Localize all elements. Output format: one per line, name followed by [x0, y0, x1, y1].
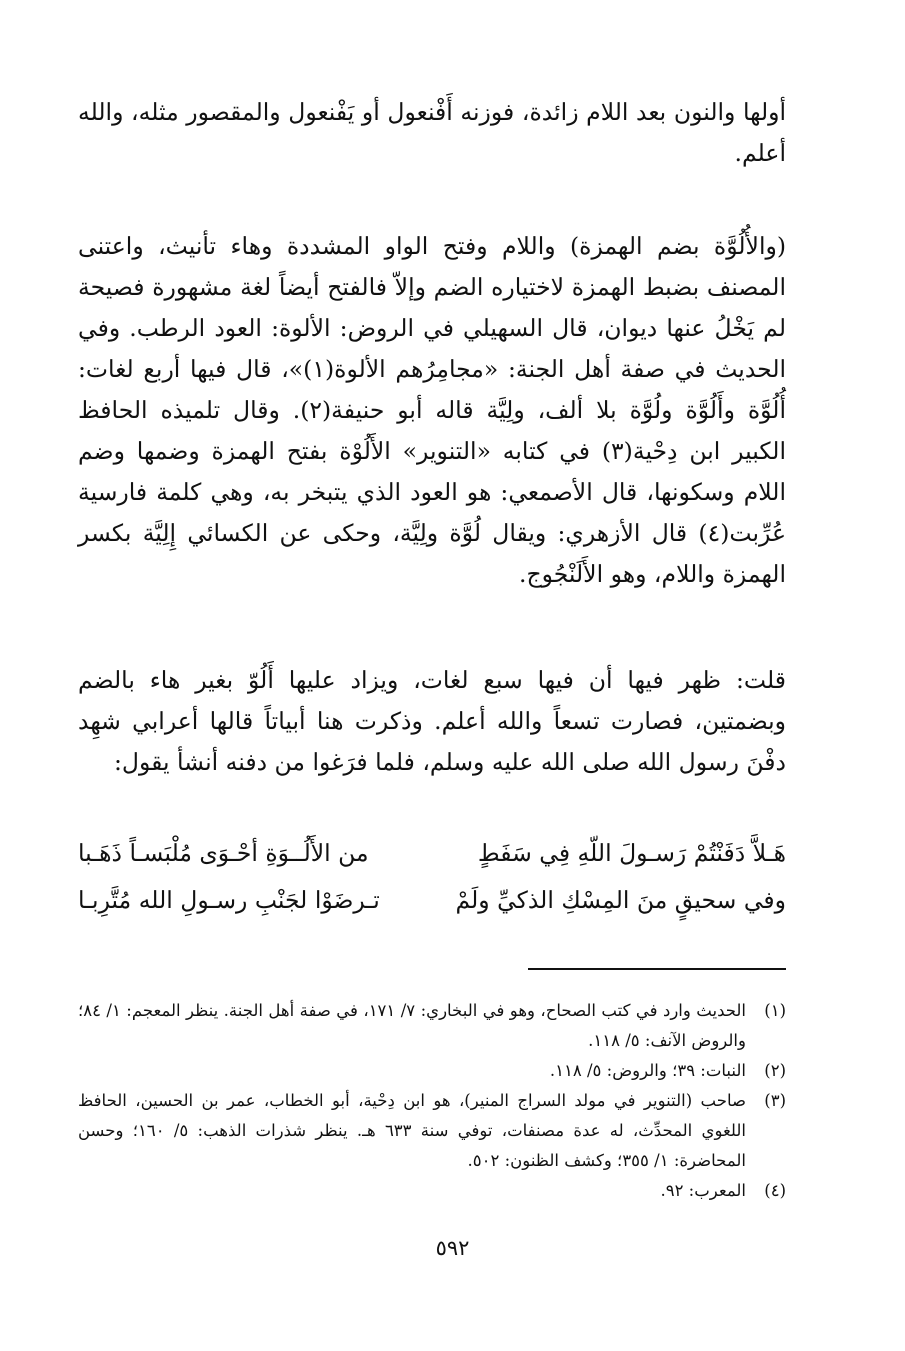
footnote-item — [78, 1086, 786, 1176]
footnote-number: (١) — [764, 1001, 786, 1020]
paragraph-text: أولها والنون بعد اللام زائدة، فوزنه أَفْنعول أو يَفْنعول والمقصور مثله، والله أعلم. — [78, 98, 786, 167]
verse-first-hemistich: هَـلاَّ دَفَنْتُمْ رَسـولَ اللّهِ فِي سَفَطٍ — [477, 839, 786, 867]
footnote-item — [78, 996, 786, 1056]
footnote-item — [78, 1176, 786, 1206]
footnote-separator — [528, 968, 786, 970]
verse-second-hemistich: تـرضَوْا لجَنْبِ رسـولِ الله مُتَّرِبـا — [78, 886, 380, 914]
footnote-text: صاحب (التنوير في مولد السراج المنير)، هو ابن دِحْية، أبو الخطاب، عمر بن الحسين، الحافظ اللغوي المحدِّث، له عدة مصنفات، توفي سنة ٦٣٣ هـ. ينظر شذرات الذهب: ٥/ ١٦٠؛ وحسن المحاضرة: ١/ ٣٥٥؛ وكشف الظنون: ٥٠٢. — [78, 1091, 747, 1170]
paragraph-1 — [78, 92, 786, 174]
footnote-number: (٢) — [764, 1061, 786, 1080]
paragraph-3 — [78, 660, 786, 783]
paragraph-2 — [78, 226, 786, 595]
verse-second-hemistich: من الأَلُــوَةِ أحْـوَى مُلْبَسـاً ذَهَـبا — [78, 839, 369, 867]
footnote-text: الحديث وارد في كتب الصحاح، وهو في البخاري: ٧/ ١٧١، في صفة أهل الجنة. ينظر المعجم: ١/ ٨٤؛ والروض الآنف: ٥/ ١١٨. — [78, 1001, 746, 1050]
verse-line — [78, 830, 786, 877]
paragraph-text: (والأُلُوَّة بضم الهمزة) واللام وفتح الواو المشددة وهاء تأنيث، واعتنى المصنف بضبط الهمزة لاختياره الضم وإلاّ فالفتح أيضاً لغة مشهورة فصيحة لم يَخْلُ عنها ديوان، قال السهيلي في الروض: الألوة: العود الرطب. وفي الحديث في صفة أهل الجنة: «مجامِرُهم الألوة(١)»، قال فيها أربع لغات: أُلُوَّة وأَلُوَّة ولُوَّة بلا ألف، ولِيَّة قاله أبو حنيفة(٢). وقال تلميذه الحافظ الكبير ابن دِحْية(٣) في كتابه «التنوير» الأَلُوْة بفتح الهمزة وضمها وضم اللام وسكونها، قال الأصمعي: هو العود الذي يتبخر به، وهي كلمة فارسية عُرِّبت(٤) قال الأزهري: ويقال لُوَّة ولِيَّة، وحكى عن الكسائي إِلِيَّة بكسر الهمزة واللام، وهو الأَلَنْجُوج. — [78, 232, 787, 588]
footnotes — [78, 996, 786, 1206]
paragraph-text: قلت: ظهر فيها أن فيها سبع لغات، ويزاد عليها أَلُوّ بغير هاء بالضم وبضمتين، فصارت تسعاً والله أعلم. وذكرت هنا أبياتاً قالها أعرابي شهِد دفْنَ رسول الله صلى الله عليه وسلم، فلما فرَغوا من دفنه أنشأ يقول: — [78, 666, 786, 776]
footnote-item — [78, 1056, 786, 1086]
verse-first-hemistich: وفي سحيقٍ منَ المِسْكِ الذكيِّ ولَمْ — [455, 886, 786, 914]
footnote-text: المعرب: ٩٢. — [660, 1181, 746, 1200]
footnote-number: (٤) — [764, 1181, 786, 1200]
poem-verses — [78, 830, 786, 924]
verse-line — [78, 877, 786, 924]
footnote-text: النبات: ٣٩؛ والروض: ٥/ ١١٨. — [549, 1061, 746, 1080]
footnote-number: (٣) — [764, 1091, 786, 1110]
page-number: ٥٩٢ — [435, 1236, 470, 1260]
